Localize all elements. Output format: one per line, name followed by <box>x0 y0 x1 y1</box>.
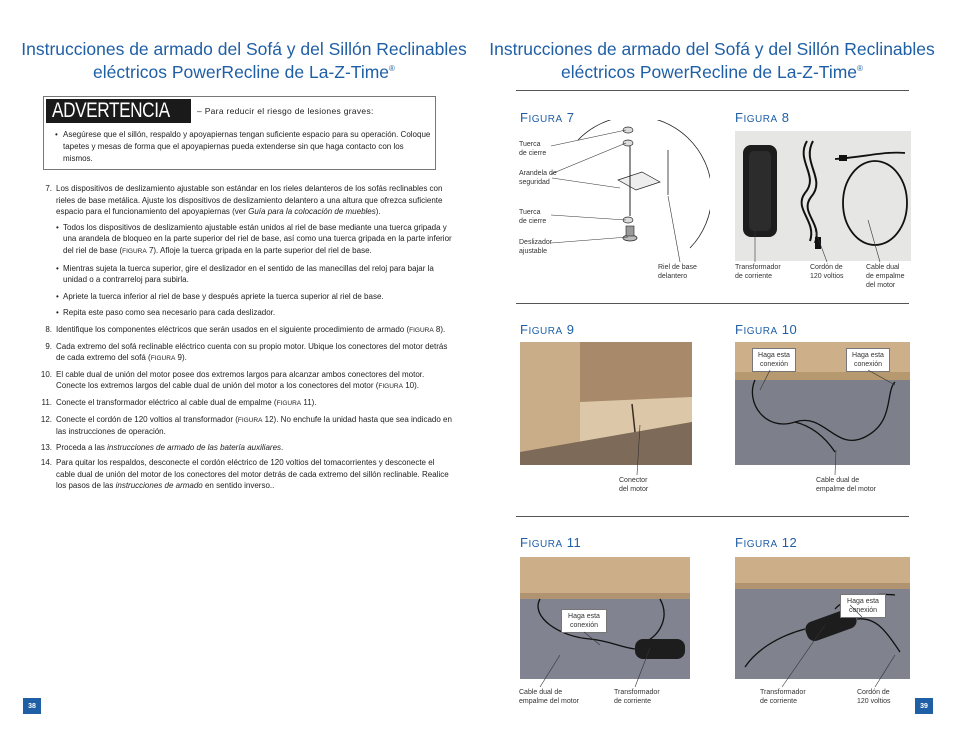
fig7-label-deslizador: Deslizador ajustable <box>519 239 553 255</box>
warning-label <box>46 99 191 123</box>
fig8-label-transformador: Transformador de corriente <box>735 264 781 280</box>
bullet-symbol: • <box>55 130 58 139</box>
registered-mark: ® <box>389 64 395 73</box>
title-line-1: Instrucciones de armado del Sofá y del Sillón Reclinables <box>489 39 935 59</box>
step-9: 9. Cada extremo del sofá reclinable eléctrico cuenta con su propio motor. Ubique los conectores del motor detrás de cada extremo del sofá (FIGURA 9). <box>45 341 448 363</box>
fig11-label-transformador: Transformador de corriente <box>614 689 660 705</box>
figure-11-label: FIGURA 11 <box>520 535 582 550</box>
step-7: 7. Los dispositivos de deslizamiento ajustable son estándar en los rieles delanteros de los sofás reclinables con rieles de base metálica. Ajuste los dispositivos de deslizamiento delantero a una altura que ofrezca suficiente espacio para el funcionamiento del apoyapiernas (ver Guía para la colocación de muebles). <box>45 184 443 217</box>
fig12-label-transformador: Transformador de corriente <box>760 689 806 705</box>
fig12-label-cordon: Cordón de 120 voltios <box>857 689 891 705</box>
step-13: 13. Proceda a las instrucciones de armado de las batería auxiliares. <box>40 442 284 452</box>
figure-7-label: FIGURA 7 <box>520 110 575 125</box>
substep-3: • Apriete la tuerca inferior al riel de base y después apriete la tuerca superior al riel de base. <box>56 291 384 301</box>
fig7-label-riel: Riel de base delantero <box>658 264 697 280</box>
page-title-left <box>16 39 472 82</box>
divider-bottom <box>516 516 909 517</box>
step-8: 8. Identifique los componentes eléctricos que serán usados en el siguiente procedimiento de armado (FIGURA 8). <box>45 324 446 334</box>
figure-7-slider-diagram <box>560 120 710 270</box>
warning-word: ADVERTENCIA <box>52 99 170 122</box>
fig10-label-cable: Cable dual de empalme del motor <box>816 477 876 493</box>
warning-bullet-text: Asegúrese que el sillón, respaldo y apoyapiernas tengan suficiente espacio para su operación. Coloque tapetes y mesas de forma que el apoyapiernas pueda extenderse sin que haga contacto con los mismos. <box>63 130 431 163</box>
figure-9-label: FIGURA 9 <box>520 322 575 337</box>
step-12: 12. Conecte el cordón de 120 voltios al transformador (FIGURA 12). No enchufe la unidad hasta que sea indicado en las instrucciones de operación. <box>40 414 452 437</box>
step-10: 10. El cable dual de unión del motor posee dos extremos largos para alcanzar ambos conectores del motor. Conecte los extremos largos del cable dual de unión del motor a los conectores del motor (FIGURA 10). <box>40 369 425 391</box>
warning-subtitle: – Para reducir el riesgo de lesiones graves: <box>197 106 374 116</box>
warning-bullet <box>55 129 435 165</box>
step-14: 14. Para quitar los respaldos, desconecte el cordón eléctrico de 120 voltios del tomacorrientes y desconecte el cable dual de unión del motor de los conectores del motor detrás de cada extremo del sillón reclinable. Realice los pasos de las instrucciones de armado en sentido inverso.. <box>40 458 449 491</box>
fig10-connection-left-label: Haga esta conexión <box>752 348 796 372</box>
page-number-right: 39 <box>915 698 933 714</box>
fig7-label-tuerca-top: Tuerca de cierre <box>519 141 547 157</box>
figure-12-photo <box>735 557 910 679</box>
figure-8-label: FIGURA 8 <box>735 110 790 125</box>
divider-top <box>516 90 909 91</box>
substep-1: • Todos los dispositivos de deslizamiento ajustable están unidos al riel de base mediante una tuerca gripada y una arandela de bloqueo en la parte superior del riel de base, así como una tuerca gripada en la parte inferior del riel de base (FIGURA 7). Afloje la tuerca gripada en la parte superior del riel de base. <box>56 222 452 255</box>
figure-12-label: FIGURA 12 <box>735 535 798 550</box>
fig7-label-arandela: Arandela de seguridad <box>519 170 557 186</box>
fig7-label-tuerca-bottom: Tuerca de cierre <box>519 209 547 225</box>
substep-2: • Mientras sujeta la tuerca superior, gire el deslizador en el sentido de las manecillas del reloj para bajar la unidad o a contrarreloj para subirla. <box>56 263 434 285</box>
substep-4: • Repita este paso como sea necesario para cada deslizador. <box>56 308 276 318</box>
page-number-left: 38 <box>23 698 41 714</box>
divider-middle <box>516 303 909 304</box>
fig12-connection-label: Haga esta conexión <box>840 594 886 618</box>
fig9-label-conector: Conector del motor <box>619 477 649 493</box>
title-line-2: eléctricos PowerRecline de La-Z-Time <box>561 61 858 82</box>
step-11: 11. Conecte el transformador eléctrico al cable dual de empalme (FIGURA 11). <box>41 397 317 407</box>
fig10-connection-right-label: Haga esta conexión <box>846 348 890 372</box>
title-line-1: Instrucciones de armado del Sofá y del Sillón Reclinables <box>21 39 467 59</box>
title-line-2: eléctricos PowerRecline de La-Z-Time <box>93 61 390 82</box>
fig11-connection-label: Haga esta conexión <box>561 609 607 633</box>
fig8-label-cordon: Cordón de 120 voltios <box>810 264 844 280</box>
fig8-label-cable: Cable dual de empalme del motor <box>866 264 905 289</box>
page-title-right <box>482 39 942 82</box>
fig11-label-cable: Cable dual de empalme del motor <box>519 689 579 705</box>
figure-8-photo <box>735 131 911 261</box>
figure-9-photo <box>520 342 692 465</box>
registered-mark: ® <box>857 64 863 73</box>
figure-10-label: FIGURA 10 <box>735 322 798 337</box>
instruction-steps <box>36 183 454 496</box>
